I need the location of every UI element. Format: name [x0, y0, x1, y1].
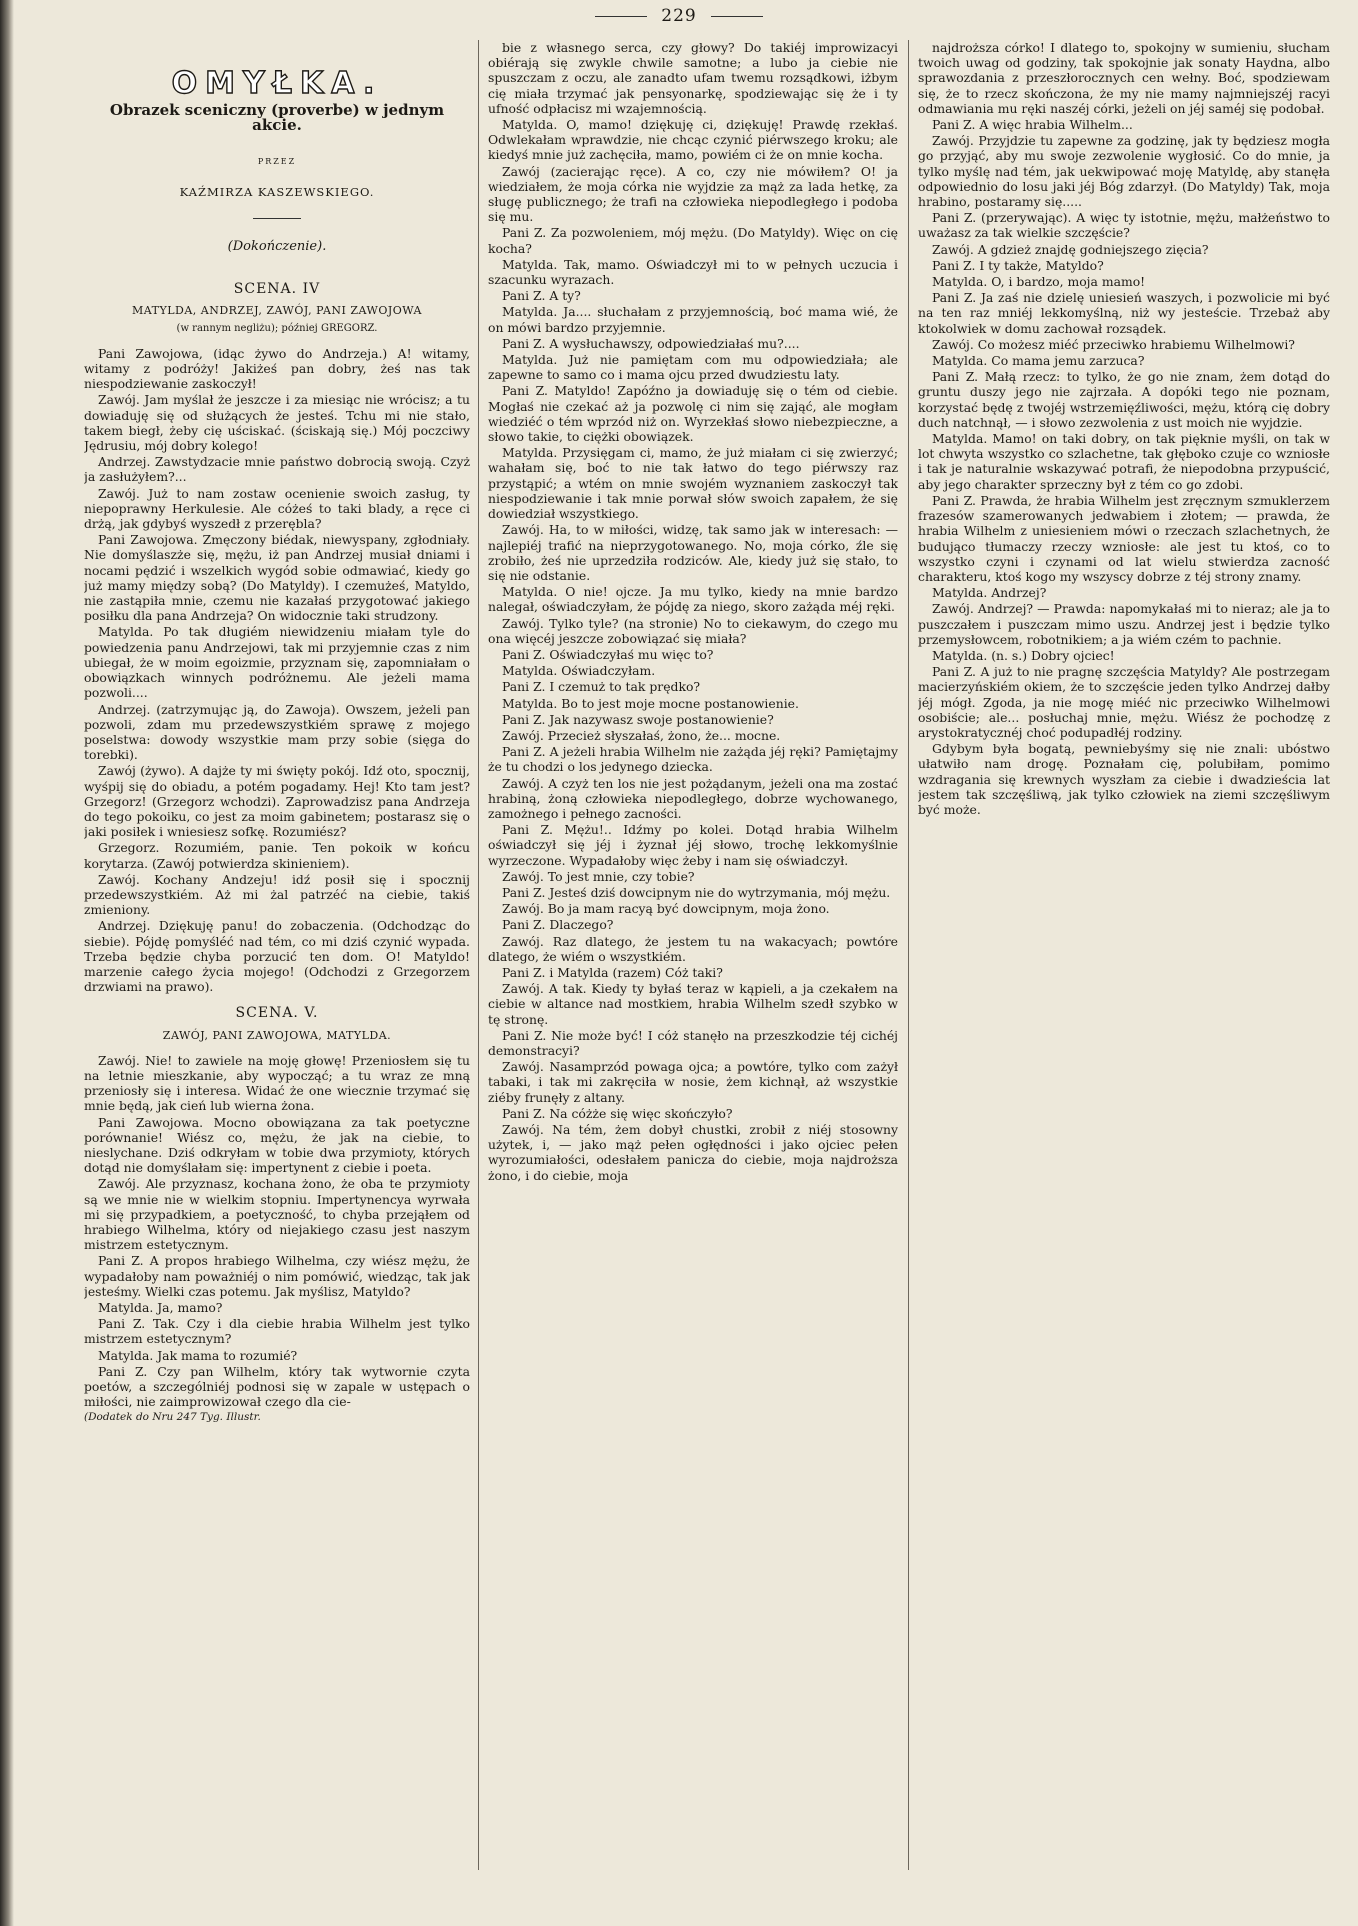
paragraph: Pani Z. Tak. Czy i dla ciebie hrabia Wilhelm jest tylko mistrzem estetycznym? — [84, 1316, 470, 1347]
paragraph: Matylda. Tak, mamo. Oświadczył mi to w pełnych uczucia i szacunku wyrazach. — [488, 256, 898, 288]
header-divider — [253, 218, 301, 219]
column-3-text — [918, 40, 1330, 817]
scene-4-cast-note: (w rannym negliżu); później GREGORZ. — [176, 322, 378, 334]
paragraph: Pani Z. Na cóżże się więc skończyło? — [502, 1105, 733, 1121]
paragraph: Grzegorz. Rozumiém, panie. Ten pokoik w końcu korytarza. (Zawój potwierdza skinieniem). — [84, 840, 470, 871]
paragraph: Matylda. Ja, mamo? — [98, 1300, 223, 1316]
paragraph: Pani Z. I czemuż to tak prędko? — [502, 679, 701, 695]
paragraph: Pani Z. Mężu!.. Idźmy po kolei. Dotąd hrabia Wilhelm oświadczył się jéj i żyznał jéj słowo, trochę lekkomyślnie wyrzeczone. Wypadałoby więc żeby i nam się oświadczył. — [488, 822, 898, 868]
paragraph: Matylda. Przysięgam ci, mamo, że już miałam ci się zwierzyć; wahałam się, boć to nie tak łatwo do tego piérwszy raz przystąpić; a wtém on mnie swojém wyznaniem zaskoczył tak niespodziewanie i tak mnie porwał słów swoich zapałem, że się dowiedział wszystkiego. — [488, 445, 898, 522]
paragraph: Zawój. A gdzież znajdę godniejszego zięcia? — [932, 241, 1209, 257]
paragraph: Zawój. A tak. Kiedy ty byłaś teraz w kąpieli, a ja czekałem na ciebie w altance nad mostkiem, hrabia Wilhelm szedł szybko w tę stronę. — [488, 981, 898, 1027]
paragraph: Zawój. A czyż ten los nie jest pożądanym, jeżeli ona ma zostać hrabiną, żoną człowieka niepodległego, dobrze wychowanego, zamożnego i pełnego zacności. — [488, 775, 898, 821]
paragraph: Matylda. (n. s.) Dobry ojciec! — [932, 647, 1115, 663]
scene-4-text — [84, 346, 470, 995]
scene-5-cast: ZAWÓJ, PANI ZAWOJOWA, MATYLDA. — [162, 1028, 392, 1042]
paragraph: Pani Z. Czy pan Wilhelm, który tak wytwornie czyta poetów, a szczególniéj podnosi się w zapale w ustępach o miłości, nie zaimprowizował czego dla cie- — [84, 1363, 470, 1410]
scene-4-heading: SCENA. IV — [233, 281, 321, 298]
author-name: KAŹMIRZA KASZEWSKIEGO. — [179, 184, 375, 199]
article-subtitle: Obrazek sceniczny (proverbe) w jednym akcie. — [109, 101, 445, 135]
paragraph: Pani Zawojowa. Zmęczony biédak, niewyspany, zgłodniały. Nie domyślaszże się, mężu, iż pan Andrzej musiał dniami i nocami pędzić i wszelkich wygód sobie odmawiać, kiedy go już mamy między sobą? (Do Matyldy). I czemużeś, Matyldo, nie zastąpiła mnie, czemu nie kazałaś przygotować jakiego posiłku dla pana Andrzeja? On widocznie taki strudzony. — [84, 532, 470, 624]
paragraph: Zawój. Ha, to w miłości, widzę, tak samo jak w interesach: — najlepiéj trafić na nieprzygotowanego. No, moja córko, źle się zrobiło, żeś nie uprzedziła rodziców. Ale, kiedy już się stało, to się nie odstanie. — [488, 522, 898, 583]
column-1 — [84, 40, 470, 1870]
column-2-text — [488, 40, 898, 1183]
paragraph: Matylda. O nie! ojcze. Ja mu tylko, kiedy na mnie bardzo nalegał, oświadczyłam, że pójdę za niego, skoro zażąda méj ręki. — [488, 584, 898, 615]
paragraph: Pani Z. Jak nazywasz swoje postanowienie? — [502, 711, 774, 727]
supplement-footnote: (Dodatek do Nru 247 Tyg. Illustr. — [84, 1411, 261, 1424]
paragraph: Pani Z. A ty? — [502, 288, 581, 304]
paragraph: Pani Z. Małą rzecz: to tylko, że go nie znam, żem dotąd do gruntu duszy jego nie zajrzała. A dopóki tego nie poznam, korzystać będę z twojéj wstrzemięźliwości, mężu, którą cię dobry duch natchnął, — i słowo zezwolenia z ust moich nie wyjdzie. — [918, 369, 1330, 430]
paragraph: Pani Z. Prawda, że hrabia Wilhelm jest zręcznym szmuklerzem frazesów szamerowanych jedwabiem i złotem; — prawda, że hrabia Wilhelm z uniesieniem mówi o rzeczach szlachetnych, że budująco tłumaczy rzeczy wzniosłe: ale jest tu ktoś, co to wszystko czyni i czynami od lat wielu stwierdza zacność charakteru, ktoś kogo my wszyscy dobrze z téj strony znamy. — [918, 492, 1330, 584]
paragraph: Pani Zawojowa. Mocno obowiązana za tak poetyczne porównanie! Wiész co, mężu, że jak na ciebie, to nieslychane. Dziś odkryłam w tobie dwa przymioty, których dotąd nie domyślałam się: impertynent z ciebie i poeta. — [84, 1114, 470, 1176]
paragraph: bie z własnego serca, czy głowy? Do takiéj improwizacyi obiérają się zwykle chwile samotne; a lubo ja ciebie nie spuszczam z oczu, ale zanadto ufam twemu rozsądkowi, iżbym cię miała trzymać jak pensyonarkę, spodziewając się że i ty ufność odpłacisz mi wzajemnością. — [488, 40, 898, 116]
paragraph: Pani Z. I ty także, Matyldo? — [932, 257, 1104, 273]
paragraph: Matylda. Co mama jemu zarzuca? — [932, 353, 1145, 369]
paragraph: Zawój. To jest mnie, czy tobie? — [502, 868, 695, 884]
article-title: OMYŁKA. — [171, 66, 383, 101]
paragraph: Gdybym była bogatą, pewniebyśmy się nie znali: ubóstwo ułatwiło nam drogę. Poznałam cię, polubiłam, pomimo wzdragania się krewnych wyszłam za ciebie i dwadzieścia lat jestem tak szczęśliwą, jak tylko człowiek na ziemi szczęśliwym być może. — [918, 741, 1330, 817]
paragraph: Pani Z. Nie może być! I cóż stanęło na przeszkodzie téj cichéj demonstracyi? — [488, 1027, 898, 1058]
paragraph: Matylda. Mamo! on taki dobry, on tak pięknie myśli, on tak w lot chwyta wszystko co szlachetne, tak głęboko czuje co wzniosłe i tak je naturalnie wskazywać potrafi, że niepodobna przypuścić, aby jego charakter sprzeczny był z tém co go zdobi. — [918, 431, 1330, 492]
byline-prefix: PRZEZ — [257, 156, 297, 166]
paragraph: Zawój. Ale przyznasz, kochana żono, że oba te przymioty są we mnie nie w wielkim stopniu. Impertynencya wyrwała mi się przypadkiem, a poetyczność, to chyba przejąłem od hrabiego Wilhelma, który od niejakiego czasu jest naszym mistrzem estetycznym. — [84, 1176, 470, 1253]
paragraph: Zawój. Kochany Andzeju! idź posił się i spocznij przedewszystkiém. Aż mi żal patrzéć na ciebie, takiś zmieniony. — [84, 871, 470, 918]
paragraph: Matylda. O, i bardzo, moja mamo! — [932, 274, 1146, 290]
column-divider — [478, 40, 479, 1870]
paragraph: Matylda. Bo to jest moje mocne postanowienie. — [502, 695, 799, 711]
paragraph: Andrzej. (zatrzymując ją, do Zawoja). Owszem, jeżeli pan pozwoli, zdam mu przedewszystkiém sprawę z mojego poselstwa: dowody wszystkie mam przy sobie (sięga do torebki). — [84, 701, 470, 763]
column-divider — [908, 40, 909, 1870]
binding-shadow — [0, 0, 14, 1926]
paragraph: Matylda. Andrzej? — [932, 585, 1047, 601]
paragraph: Zawój. Tylko tyle? (na stronie) No to ciekawym, do czego mu ona więcéj jeszcze zobowiązać się miała? — [488, 615, 898, 646]
paragraph: Zawój (żywo). A dajże ty mi święty pokój. Idź oto, spocznij, wyśpij się do obiadu, a potém pogadamy. Hej! Kto tam jest? Grzegorz! (Grzegorz wchodzi). Zaprowadzisz pana Andrzeja do tego pokoiku, co jest za moim gabinetem; postarasz się o jaki posiłek i wniesiesz sofkę. Rozumiész? — [84, 763, 470, 840]
paragraph: Pani Z. (przerywając). A więc ty istotnie, mężu, małżeństwo to uważasz za tak wielkie szczęście? — [918, 210, 1330, 241]
paragraph: Zawój (zacierając ręce). A co, czy nie mówiłem? O! ja wiedziałem, że moja córka nie wyjdzie za mąż za lada hetkę, za sługę publicznego; że trafi na człowieka niepodległego i podoba się mu. — [488, 163, 898, 225]
paragraph: Pani Z. Za pozwoleniem, mój mężu. (Do Matyldy). Więc on cię kocha? — [488, 225, 898, 256]
paragraph: Pani Zawojowa, (idąc żywo do Andrzeja.) A! witamy, witamy z podróży! Jakiżeś pan dobry, żeś nas tak niespodziewanie zaskoczył! — [84, 345, 470, 392]
column-2 — [488, 40, 898, 1870]
paragraph: Zawój. Raz dlatego, że jestem tu na wakacyach; powtóre dlatego, że wiém o wszystkiém. — [488, 933, 898, 964]
column-3 — [918, 40, 1330, 1870]
paragraph: Pani Z. A propos hrabiego Wilhelma, czy wiész mężu, że wypadałoby nam poważniéj o nim pomówić, wiedząc, tak jak jesteśmy. Wielki czas potemu. Jak myślisz, Matyldo? — [84, 1253, 470, 1299]
paragraph: Pani Z. Oświadczyłaś mu więc to? — [502, 646, 714, 662]
continuation-note: (Dokończenie). — [227, 239, 327, 255]
paragraph: Zawój. Nie! to zawiele na moję głowę! Przeniosłem się tu na letnie mieszkanie, aby wypocząć; a tu wraz ze mną przeniosły się i interesa. Widać że one wiecznie trzymać się mnie będą, jak cień lub wierna żona. — [84, 1052, 470, 1114]
paragraph: Zawój. Na tém, żem dobył chustki, zrobił z niéj stosowny użytek, i, — jako mąż pełen ogłędności i jako ojciec pełen wyrozumiałości, odesłałem panicza do ciebie, moja najdroższa żono, i do ciebie, moja — [488, 1122, 898, 1183]
scene-5-text — [84, 1053, 470, 1410]
paragraph: Zawój. Nasamprzód powaga ojca; a powtóre, tylko com zażył tabaki, i tak mi zakręciła w nosie, żem kichnął, aż wszystkie ziéby frunęły z altany. — [488, 1059, 898, 1105]
paragraph: Pani Z. A jeżeli hrabia Wilhelm nie zażąda jéj ręki? Pamiętajmy że tu chodzi o los jedynego dziecka. — [488, 744, 898, 775]
paragraph: najdroższa córko! I dlatego to, spokojny w sumieniu, słucham twoich uwag od godziny, tak spokojnie jak sonaty Haydna, albo sprawozdania z przeszłorocznych cen wełny. Boć, spodziewam się, że to rzecz skończona, że my nie mamy najmniejszéj racyi odmawiania mu ręki naszéj córki, jeżeli on jéj saméj się podobał. — [918, 40, 1330, 116]
paragraph: Zawój. Andrzej? — Prawda: napomykałaś mi to nieraz; ale ja to puszczałem i puszczam mimo uszu. Andrzej jest i będzie tylko przemysłowcem, robotnikiem; a ja wiém czém to pachnie. — [918, 601, 1330, 647]
paragraph: Pani Z. Ja zaś nie dzielę uniesień waszych, i pozwolicie mi być na ten raz mniéj lekkomyślną, niż wy jesteście. Trzebaż aby ktokolwiek w domu zachował rozsądek. — [918, 290, 1330, 336]
paragraph: Andrzej. Zawstydzacie mnie państwo dobrocią swoją. Czyż ja zasłużyłem?... — [84, 454, 470, 485]
paragraph: Matylda. O, mamo! dziękuję ci, dziękuję! Prawdę rzekłaś. Odwlekałam wprawdzie, nie chcąc czynić piérwszego kroku; ale kiedyś mnie już zachęciła, mamo, powiém ci że on mnie kocha. — [488, 117, 898, 163]
paragraph: Pani Z. i Matylda (razem) Cóż taki? — [502, 964, 723, 980]
paragraph: Zawój. Jam myślał że jeszcze i za miesiąc nie wrócisz; a tu dowiaduję się od służących że jesteś. Tchu mi nie stało, takem biegł, żeby cię uściskać. (ściskają się.) Mój poczciwy Jędrusiu, mój dobry kolego! — [84, 392, 470, 454]
paragraph: Matylda. Już nie pamiętam com mu odpowiedziała; ale zapewne to samo co i mama ojcu przed dwudziestu laty. — [488, 352, 898, 383]
paragraph: Zawój. Już to nam zostaw ocenienie swoich zasług, ty niepoprawny Herkulesie. Ale cóżeś to taki blady, a ręce ci drżą, jak gdybyś wyszedł z przerębla? — [84, 485, 470, 532]
paragraph: Pani Z. Dlaczego? — [502, 917, 614, 933]
paragraph: Zawój. Przecież słyszałaś, żono, że... mocne. — [502, 727, 781, 743]
paragraph: Zawój. Przyjdzie tu zapewne za godzinę, jak ty będziesz mogła go przyjąć, aby mu swoje zezwolenie wygłosić. Co do mnie, ja tylko myślę nad tém, jak uekwipować moję Matyldę, aby stanęła odpowiednio do losu jaki jéj Bóg zdarzył. (Do Matyldy) Tak, moja hrabino, postaramy się..... — [918, 133, 1330, 210]
scene-5-heading: SCENA. V. — [235, 1005, 319, 1022]
paragraph: Zawój. Bo ja mam racyą być dowcipnym, moja żono. — [502, 901, 830, 917]
paragraph: Andrzej. Dziękuję panu! do zobaczenia. (Odchodząc do siebie). Pójdę pomyśléć nad tém, co mi dziś czynić wypada. Trzeba będzie chyba porzucić ten dom. O! Matyldo! marzenie całego życia mojego! (Odchodzi z Grzegorzem drzwiami na prawo). — [84, 918, 470, 995]
paragraph: Pani Z. Jesteś dziś dowcipnym nie do wytrzymania, mój mężu. — [502, 884, 891, 900]
scene-4-cast: MATYLDA, ANDRZEJ, ZAWÓJ, PANI ZAWOJOWA — [132, 304, 422, 318]
paragraph: Zawój. Co możesz miéć przeciwko hrabiemu Wilhelmowi? — [932, 336, 1295, 352]
paragraph: Matylda. Jak mama to rozumié? — [98, 1347, 298, 1363]
paragraph: Matylda. Oświadczyłam. — [502, 663, 656, 679]
page-number: 229 — [0, 6, 1358, 26]
paragraph: Pani Z. A więc hrabia Wilhelm... — [932, 117, 1133, 133]
paragraph: Pani Z. Matyldo! Zapóźno ja dowiaduję się o tém od ciebie. Mogłaś nie czekać aż ja pozwolę ci nim się zająć, ale mogłam wiedziéć o tém wprzód niż on. Wyrzekłaś słowo niebezpieczne, a słowo takie, to ciężki obowiązek. — [488, 383, 898, 445]
paragraph: Matylda. Ja.... słuchałam z przyjemnością, boć mama wié, że on mówi bardzo przyjemnie. — [488, 304, 898, 335]
paragraph: Pani Z. A wysłuchawszy, odpowiedziałaś mu?.... — [502, 335, 800, 351]
paragraph: Matylda. Po tak długiém niewidzeniu miałam tyle do powiedzenia panu Andrzejowi, tak mi przyjemnie czas z nim ubiegał, że w moim egoizmie, przyznam się, zapomniałam o obowiązkach winnych podróżnemu. Ale jeżeli mama pozwoli.... — [84, 624, 470, 701]
paragraph: Pani Z. A już to nie pragnę szczęścia Matyldy? Ale postrzegam macierzyńskiém okiem, że to szczęście jeden tylko Andrzej dałby jéj mógł. Zgoda, ja nie mogę miéć nic przeciwko Wilhelmowi osobiście; ale... posłuchaj mnie, mężu. Wiész że pochodzę z arystokratycznéj choć podupadłéj rodziny. — [918, 664, 1330, 740]
